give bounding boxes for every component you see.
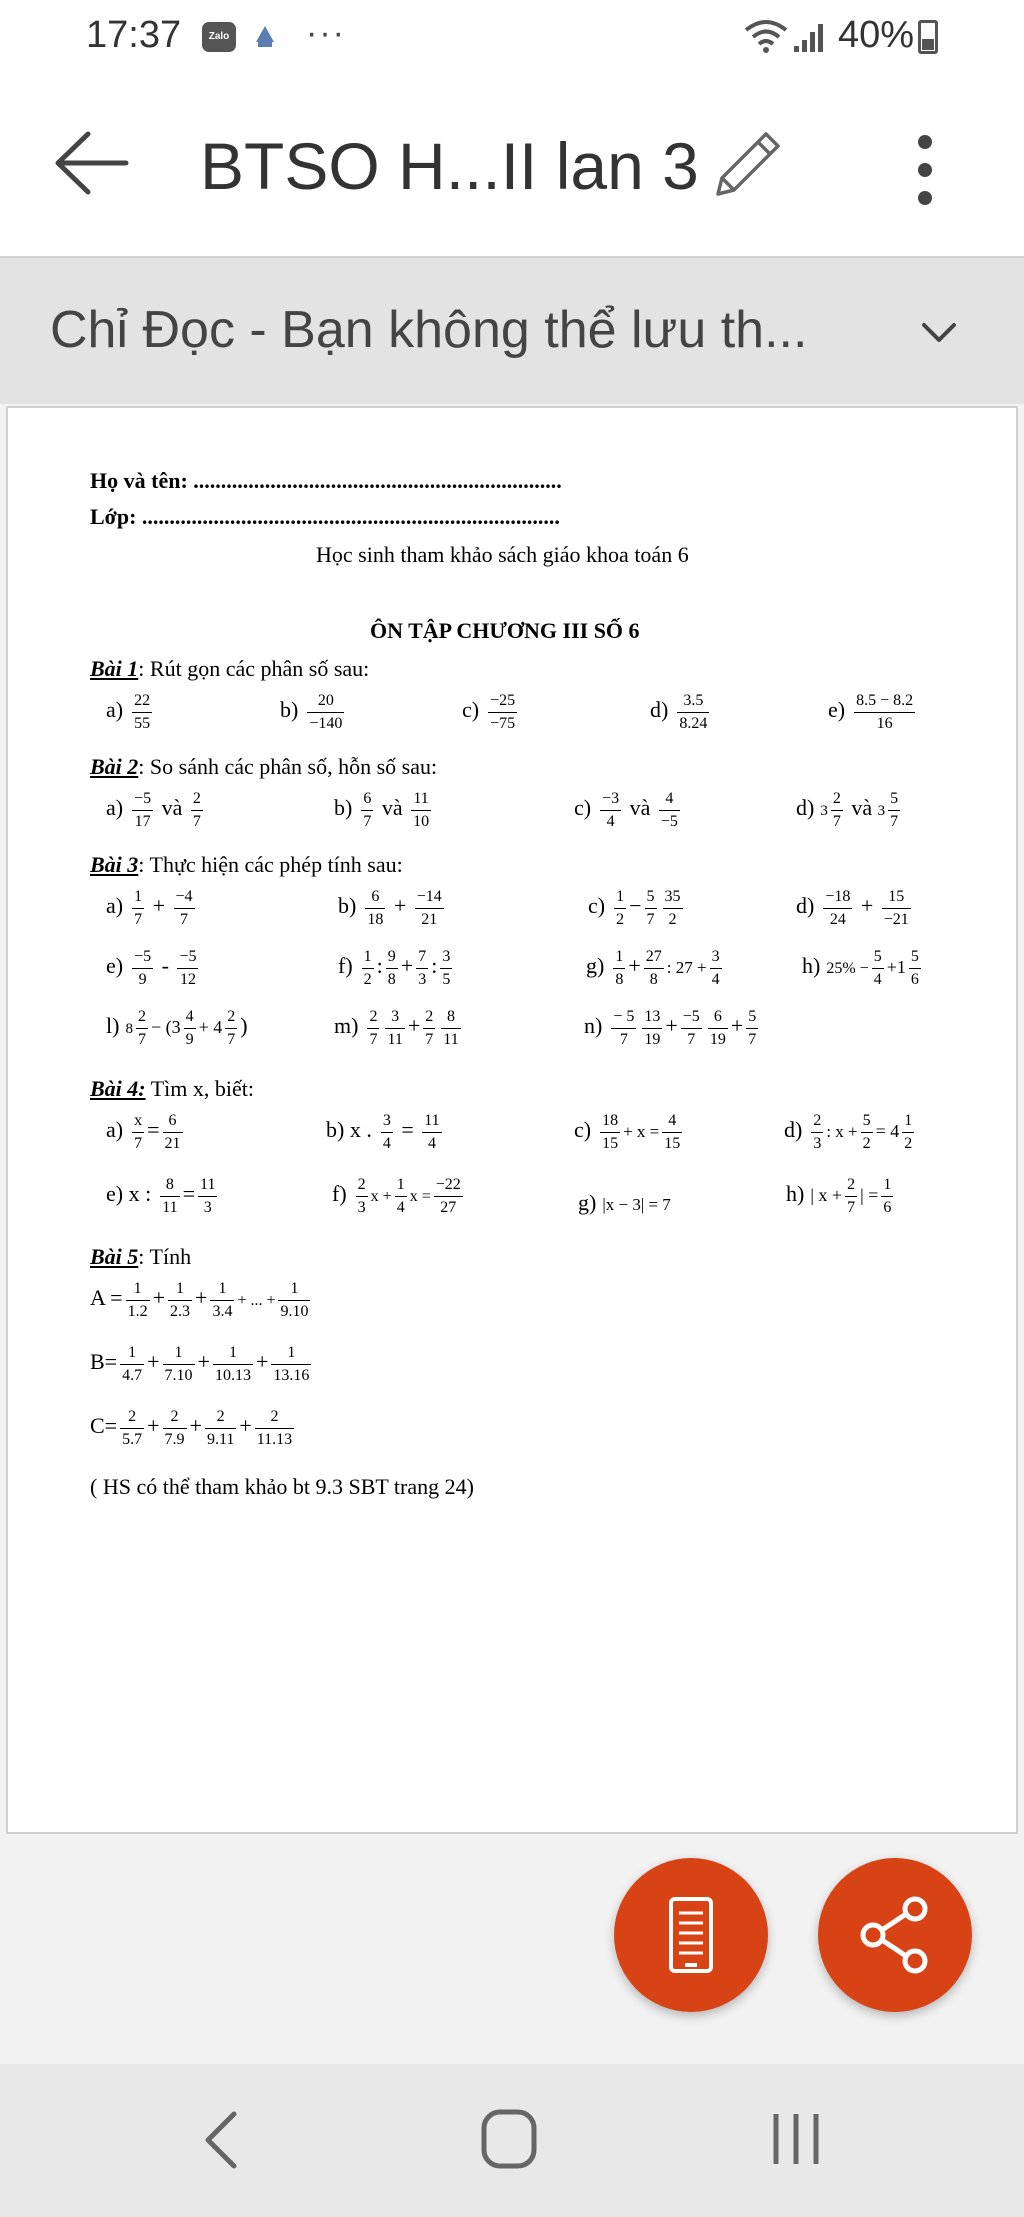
bai4-item-h: h) | x + $\frac{2}{7}$ | = $\frac{1}{6}$	[786, 1176, 892, 1216]
bai1-item-a: a) $\frac{22}{55}$	[106, 692, 151, 732]
bai2-item-d: d) 3 $\frac{2}{7}$ và 3 $\frac{5}{7}$	[796, 790, 899, 830]
bai4-item-g: g) |x − 3| = 7	[578, 1190, 671, 1215]
edit-pencil-icon[interactable]	[704, 124, 788, 208]
battery-percent: 40%	[838, 14, 915, 56]
bai4-item-c: c) $\frac{18}{15}$ + x = $\frac{4}{15}$	[574, 1112, 681, 1152]
chevron-down-icon[interactable]	[916, 310, 962, 356]
bai4-heading: Bài 4: Tìm x, biết:	[90, 1076, 254, 1101]
worksheet-title: ÔN TẬP CHƯƠNG III SỐ 6	[370, 618, 640, 643]
more-options-icon[interactable]	[900, 132, 950, 208]
bai2-heading: Bài 2: So sánh các phân số, hỗn số sau:	[90, 754, 438, 779]
bai4-item-f: f) $\frac{2}{3}$ x + $\frac{1}{4}$ x = $\frac{-22}{27}$	[332, 1176, 461, 1216]
status-bar	[0, 0, 1024, 76]
bai3-heading: Bài 3: Thực hiện các phép tính sau:	[90, 852, 403, 877]
bai3-item-f: f) $\frac{1}{2}$ : $\frac{9}{8}$ + $\frac{7}{3}$ : $\frac{3}{5}$	[338, 948, 451, 988]
reading-mode-button[interactable]	[614, 1858, 768, 2012]
bai5-heading: Bài 5: Tính	[90, 1244, 192, 1269]
share-icon	[855, 1895, 935, 1975]
battery-icon	[918, 20, 938, 54]
bai3-item-a: a) $\frac{1}{7}$ + $\frac{-4}{7}$	[106, 888, 193, 928]
bai5-expression-b: B= $\frac{1}{4.7}$ + $\frac{1}{7.10}$ + $\frac{1}{10.13}$ + $\frac{1}{13.16}$	[90, 1344, 310, 1384]
system-navigation-bar	[0, 2064, 1024, 2217]
bai3-item-g: g) $\frac{1}{8}$ + $\frac{27}{8}$ : 27 + $\frac{3}{4}$	[586, 948, 720, 988]
bai4-item-e: e) x : $\frac{8}{11}$ = $\frac{11}{3}$	[106, 1176, 216, 1216]
bai3-item-h: h) 25% − $\frac{5}{4}$ +1 $\frac{5}{6}$	[802, 948, 919, 988]
document-title: BTSO H...II lan 3	[200, 129, 699, 203]
notification-icon	[252, 22, 278, 50]
bai3-item-b: b) $\frac{6}{18}$ + $\frac{-14}{21}$	[338, 888, 442, 928]
bai1-item-b: b) $\frac{20}{-140}$	[280, 692, 343, 732]
bai3-item-e: e) $\frac{-5}{9}$ - $\frac{-5}{12}$	[106, 948, 197, 988]
bai4-item-b: b) x . $\frac{3}{4}$ = $\frac{11}{4}$	[326, 1112, 440, 1152]
bai1-item-c: c) $\frac{-25}{-75}$	[462, 692, 516, 732]
signal-icon	[792, 20, 826, 54]
bai5-expression-c: C= $\frac{2}{5.7}$ + $\frac{2}{7.9}$ + $\frac{2}{9.11}$ + $\frac{2}{11.13}$	[90, 1408, 293, 1448]
bai3-item-m: m) $\frac{2}{7}$ $\frac{3}{11}$ + $\frac{2}{7}$ $\frac{8}{11}$	[334, 1008, 459, 1048]
bai4-item-a: a) $\frac{x}{7}$ = $\frac{6}{21}$	[106, 1112, 181, 1152]
bai2-item-b: b) $\frac{6}{7}$ và $\frac{11}{10}$	[334, 790, 430, 830]
bai1-heading: Bài 1: Rút gọn các phân số sau:	[90, 656, 370, 681]
bai3-item-c: c) $\frac{1}{2}$ − $\frac{5}{7}$ $\frac{35}{2}$	[588, 888, 681, 928]
bai2-item-a: a) $\frac{-5}{17}$ và $\frac{2}{7}$	[106, 790, 201, 830]
nav-home-icon[interactable]	[480, 2108, 538, 2170]
bai1-item-e: e) $\frac{8.5 - 8.2}{16}$	[828, 692, 914, 732]
read-only-message: Chỉ Đọc - Bạn không thể lưu th...	[50, 301, 808, 359]
bai1-item-d: d) $\frac{3.5}{8.24}$	[650, 692, 708, 732]
document-page	[6, 406, 1018, 1834]
nav-recents-icon[interactable]	[768, 2110, 824, 2168]
status-time: 17:37	[86, 14, 182, 56]
share-button[interactable]	[818, 1858, 972, 2012]
zalo-notification-icon: Zalo	[202, 22, 236, 52]
read-only-banner[interactable]	[0, 256, 1024, 404]
bai4-item-d: d) $\frac{2}{3}$ : x + $\frac{5}{2}$ = 4 $\frac{1}{2}$	[784, 1112, 913, 1152]
bai3-item-d: d) $\frac{-18}{24}$ + $\frac{15}{-21}$	[796, 888, 909, 928]
reference-note: Học sinh tham khảo sách giáo khoa toán 6	[316, 542, 689, 567]
app-bar	[0, 76, 1024, 256]
bai3-item-l: l) 8 $\frac{2}{7}$ − (3 $\frac{4}{9}$ + 4 $\frac{2}{7}$ )	[106, 1008, 248, 1048]
footnote: ( HS có thể tham khảo bt 9.3 SBT trang 24)	[90, 1474, 474, 1499]
class-line: Lớp: ............................................................................	[90, 504, 560, 529]
back-arrow-icon[interactable]	[52, 128, 130, 198]
more-notifications-icon: ···	[306, 14, 346, 52]
bai5-expression-a: A = $\frac{1}{1.2}$ + $\frac{1}{2.3}$ + $\frac{1}{3.4}$ + ... + $\frac{1}{9.10}$	[90, 1280, 309, 1320]
name-line: Họ và tên: ...................................................................	[90, 468, 562, 493]
document-viewer[interactable]	[0, 404, 1024, 2064]
mobile-view-icon	[651, 1895, 731, 1975]
bai3-item-n: n) $\frac{- 5}{7}$ $\frac{13}{19}$ + $\frac{-5}{7}$ $\frac{6}{19}$ + $\frac{5}{7}$	[584, 1008, 757, 1048]
bai2-item-c: c) $\frac{-3}{4}$ và $\frac{4}{-5}$	[574, 790, 678, 830]
nav-back-icon[interactable]	[196, 2108, 248, 2172]
wifi-icon	[744, 18, 788, 54]
